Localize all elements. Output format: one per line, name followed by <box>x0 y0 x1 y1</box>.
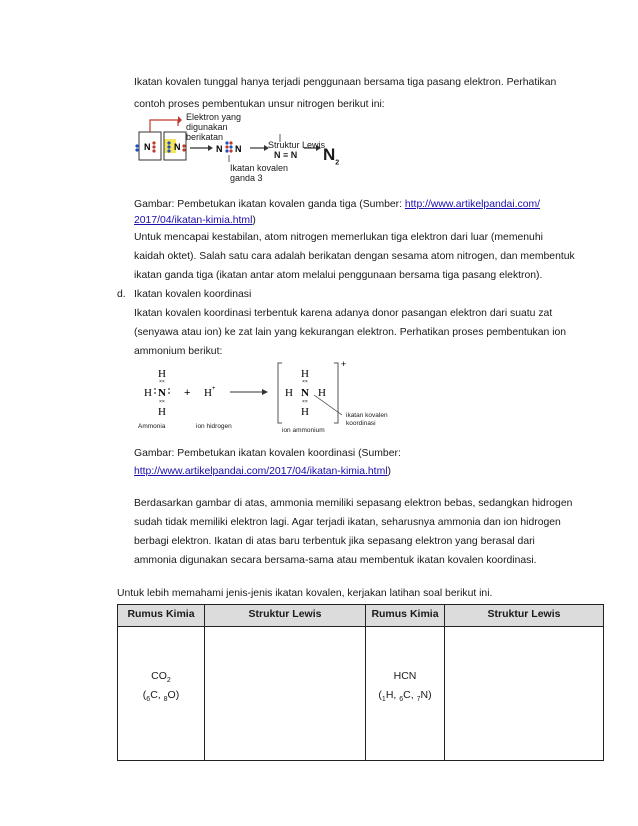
svg-text:+: + <box>184 387 191 399</box>
svg-text:××: ×× <box>302 399 308 405</box>
svg-text:N: N <box>174 142 181 152</box>
table-divider-2 <box>365 605 366 760</box>
svg-text:××: ×× <box>302 379 308 385</box>
svg-text:N: N <box>301 387 309 399</box>
svg-text:H: H <box>301 406 309 418</box>
caption-1-link-part-1[interactable]: http://www.artikelpandai.com/ <box>404 199 541 210</box>
caption-2-line-1: Gambar: Pembetukan ikatan kovalen koordinasi (Sumber: <box>134 448 401 459</box>
label-ammonium-ion: ion ammonium <box>282 427 325 434</box>
caption-1-line-1 <box>134 198 540 212</box>
header-rumus-kimia-1: Rumus Kimia <box>127 608 195 620</box>
section-d-line-3: ammonium berikut: <box>134 346 223 357</box>
svg-text:+: + <box>212 386 216 392</box>
section-d-line-2: (senyawa atau ion) ke zat lain yang kekurangan elektron. Perhatikan proses pembentukan ion <box>134 327 567 338</box>
product-subscript: 2 <box>335 159 340 167</box>
svg-text:××: ×× <box>159 399 165 405</box>
hcn-atom-1-number: 1 <box>381 696 386 704</box>
intro-line-2: contoh proses pembentukan unsur nitrogen berikut ini: <box>134 99 385 110</box>
header-struktur-lewis-1: Struktur Lewis <box>248 608 322 620</box>
co2-atom-1: C, <box>150 689 164 701</box>
label-lewis-structure: Struktur Lewis <box>268 140 326 150</box>
svg-text:N: N <box>235 144 242 154</box>
para-2-line-1: Berdasarkan gambar di atas, ammonia memiliki sepasang elektron bebas, sedangkan hidrogen <box>134 498 573 509</box>
header-struktur-lewis-2: Struktur Lewis <box>487 608 561 620</box>
caption-1-prefix: Gambar: Pembetukan ikatan kovalen ganda tiga (Sumber: <box>134 199 405 210</box>
label-electron-line-3: berikatan <box>186 132 224 142</box>
caption-1-line-2 <box>134 214 256 228</box>
hcn-atom-2-number: 6 <box>399 696 404 704</box>
cell-hcn-lewis-answer[interactable] <box>445 627 603 760</box>
label-ammonia: Ammonia <box>138 423 166 430</box>
label-electron-line-2: digunakan <box>186 122 228 132</box>
label-triple-line-1: Ikatan kovalen <box>230 163 289 173</box>
lewis-formula: N ≡ N <box>274 150 298 160</box>
exercise-intro: Untuk lebih memahami jenis-jenis ikatan kovalen, kerjakan latihan soal berikut ini. <box>117 588 493 599</box>
label-triple-bond <box>230 163 288 183</box>
label-coordinate-line-1: ikatan kovalen <box>346 412 388 419</box>
section-d-marker: d. <box>117 289 126 300</box>
para-1-line-3: ikatan ganda tiga (ikatan antar atom melalui penggunaan bersama tiga pasang elektron). <box>134 270 543 281</box>
product-symbol: N <box>323 145 336 164</box>
section-d-line-1: Ikatan kovalen koordinasi terbentuk karena adanya donor pasangan elektron dari suatu zat <box>134 308 553 319</box>
para-1-line-1: Untuk mencapai kestabilan, atom nitrogen memerlukan tiga elektron dari luar (memenuhi <box>134 232 543 243</box>
svg-text:H: H <box>301 368 309 380</box>
svg-text:N: N <box>216 144 223 154</box>
svg-text:H: H <box>144 387 152 399</box>
cell-hcn-atoms: ($_1H$, $_6$C, $_7$N) <box>378 689 432 704</box>
exercise-table <box>117 604 604 761</box>
svg-text:H: H <box>158 406 166 418</box>
co2-atom-2: O <box>167 689 176 701</box>
cell-co2-formula <box>118 670 204 684</box>
hcn-atom-2: C, <box>403 689 417 701</box>
label-electron-shared <box>186 112 241 142</box>
co2-formula-sub: 2 <box>166 677 171 685</box>
svg-text:H: H <box>285 387 293 399</box>
para-1-line-2: kaidah oktet). Salah satu cara adalah berikatan dengan sesama atom nitrogen, dan membentuk <box>134 251 575 262</box>
caption-2-suffix: ) <box>387 466 392 477</box>
svg-text:N: N <box>144 142 151 152</box>
cell-hcn-formula: HCN <box>393 670 417 682</box>
label-electron-line-1: Elektron yang <box>186 112 242 122</box>
para-2-line-2: sudah tidak memiliki elektron lagi. Agar terjadi ikatan, seharusnya ammonia dan ion hidrogen <box>134 517 561 528</box>
caption-2-link[interactable]: http://www.artikelpandai.com/2017/04/ikatan-kimia.html <box>134 466 388 477</box>
svg-text:××: ×× <box>159 379 165 385</box>
svg-text:H: H <box>318 387 326 399</box>
para-2-line-4: ammonia digunakan secara bersama-sama atau membentuk ikatan kovalen koordinasi. <box>134 555 537 566</box>
co2-formula: CO <box>151 670 167 682</box>
hcn-atom-3: N <box>420 689 429 701</box>
section-d-title: Ikatan kovalen koordinasi <box>134 289 252 300</box>
label-coordinate-bond <box>346 412 388 428</box>
cell-co2-atoms: ($_6C$, $_8$O) <box>142 689 180 704</box>
caption-1-link-part-2[interactable]: 2017/04/ikatan-kimia.html <box>134 215 253 226</box>
svg-text:N: N <box>158 387 166 399</box>
caption-2-line-2 <box>134 465 391 479</box>
co2-atom-2-number: 8 <box>163 696 168 704</box>
label-hydrogen-ion: ion hidrogen <box>196 423 232 430</box>
product-n2 <box>323 145 339 166</box>
hcn-atom-3-number: 7 <box>416 696 421 704</box>
label-triple-line-2: ganda 3 <box>230 173 263 183</box>
para-2-line-3: berbagi elektron. Ikatan di atas baru terbentuk jika sepasang elektron yang berasal dari <box>134 536 535 547</box>
header-rumus-kimia-2: Rumus Kimia <box>371 608 439 620</box>
intro-line-1: Ikatan kovalen tunggal hanya terjadi penggunaan bersama tiga pasang elektron. Perhatikan <box>134 77 557 88</box>
svg-text:+: + <box>341 359 347 369</box>
svg-text:H: H <box>158 368 166 380</box>
label-coordinate-line-2: koordinasi <box>346 420 376 427</box>
hcn-atom-1: H, <box>385 689 400 701</box>
svg-text:H: H <box>204 387 212 399</box>
co2-atom-1-number: 6 <box>146 696 151 704</box>
caption-1-suffix: ) <box>252 215 256 226</box>
cell-co2-lewis-answer[interactable] <box>205 627 365 760</box>
